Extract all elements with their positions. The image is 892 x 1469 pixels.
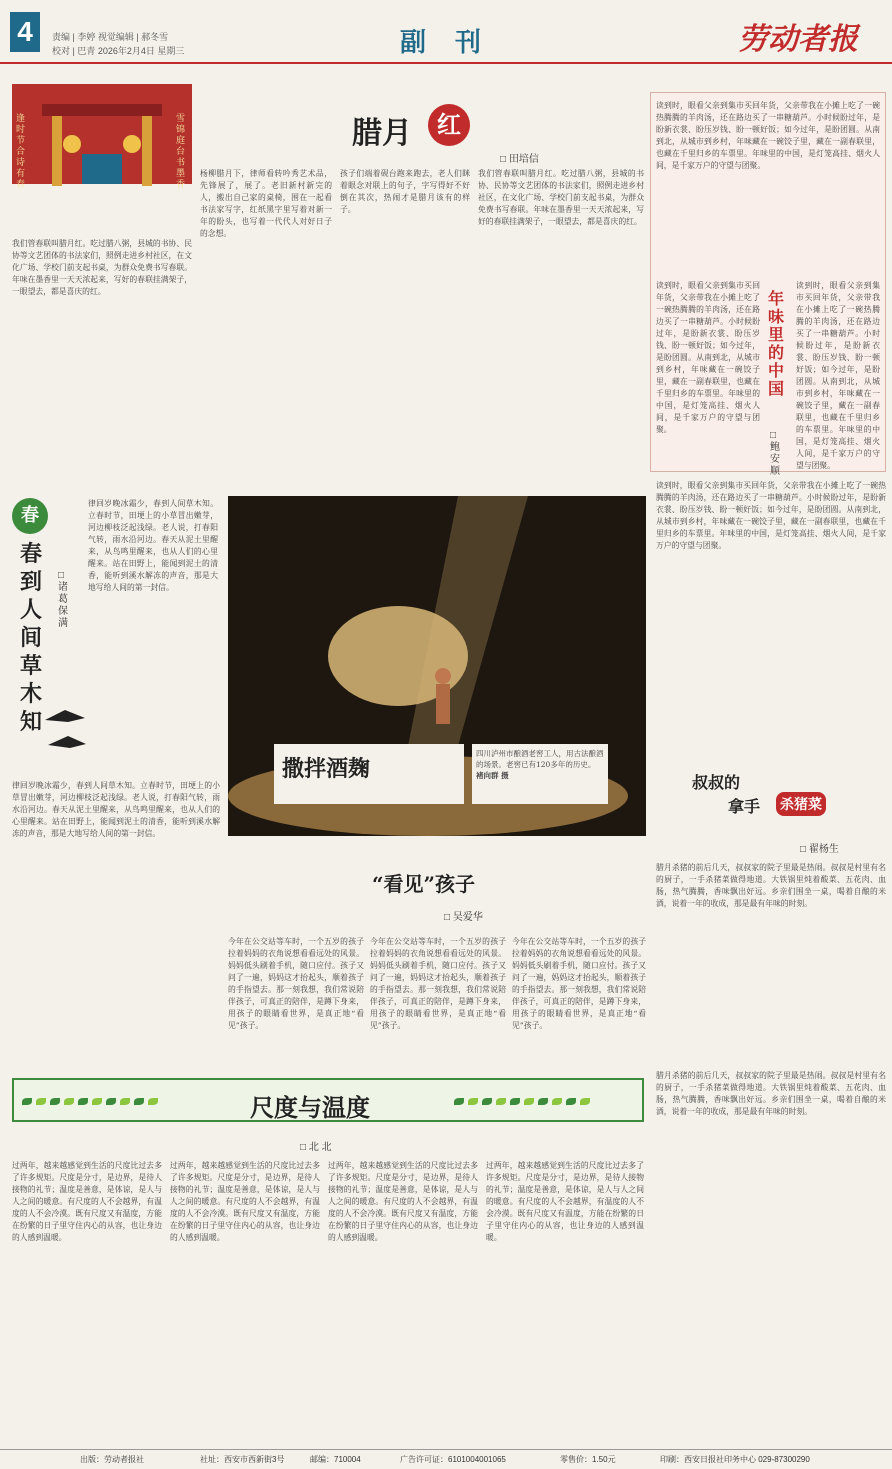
article-body: 过两年，越来越感觉到生活的尺度比过去多了许多规矩。尺度是分寸，是边界，是待人接物的礼节；温度是善意，是体谅，是人与人之间的暖意。有尺度的人不会越界，有温度的人不会冷漠。既有尺度又有温度，方能在纷繁的日子里守住内心的从容，也让身边的人感到温暖。 <box>486 1161 644 1242</box>
title-stamp: 杀猪菜 <box>776 792 826 816</box>
editor-line: 责编 | 李婷 视觉编辑 | 郝冬雪 <box>52 32 169 42</box>
page-number: 4 <box>10 12 40 52</box>
leaf-icon <box>106 1098 116 1105</box>
leaf-icon <box>134 1098 144 1105</box>
photo-title: 撒拌酒麹 <box>282 756 371 782</box>
footer-publisher: 出版：劳动者报社 <box>80 1455 144 1464</box>
leaf-icon <box>50 1098 60 1105</box>
article-body: 杨柳腊月下，律师看转吟秀艺术品，先锋展了，展了。老旧新村新完的人，搬出自己家的桌椅，围在一起看书法家写字，红纸黑字里写着对新一年的盼头，也写着一代代人对好日子的念想。 <box>200 169 332 238</box>
leaf-icon <box>36 1098 46 1105</box>
article-body: 读到时，眼看父亲到集市买回年货，父亲带我在小摊上吃了一碗热腾腾的羊肉汤，还在路边买了一串糖葫芦。小时候盼过年，是盼新衣裳、盼压岁钱、盼一顿好饭；如今过年，是盼团圆。从南到北，从城市到乡村，年味藏在一碗饺子里，藏在一副春联里，也藏在千里归乡的车票里。年味里的中国，是灯笼高挂、烟火人间，是千家万户的守望与团聚。 <box>656 281 760 434</box>
article-title: 尺度与温度 <box>250 1093 370 1122</box>
leaf-icon <box>510 1098 520 1105</box>
lantern-illustration <box>12 84 192 234</box>
article-title: 腊月 <box>352 116 412 151</box>
leaf-icon <box>580 1098 590 1105</box>
footer-postcode: 邮编：710004 <box>310 1455 361 1464</box>
leaf-decoration <box>454 1094 590 1108</box>
author-byline: □ 北 北 <box>300 1142 332 1153</box>
article-body: 过两年，越来越感觉到生活的尺度比过去多了许多规矩。尺度是分寸，是边界，是待人接物的礼节；温度是善意，是体谅，是人与人之间的暖意。有尺度的人不会越界，有温度的人不会冷漠。既有尺度又有温度，方能在纷繁的日子里守住内心的从容，也让身边的人感到温暖。 <box>12 1161 162 1242</box>
author-name: 翟杨生 <box>808 844 839 855</box>
article-body: 今年在公交站等车时，一个五岁的孩子拉着妈妈的衣角说想看看远处的风景。妈妈低头刷着手机，随口应付。孩子又问了一遍，妈妈这才抬起头，顺着孩子的手指望去。那一刻我想，我们常说陪伴孩子，可真正的陪伴，是蹲下身来，用孩子的眼睛看世界，是真正地“看见”孩子。 <box>370 937 506 1030</box>
couplet-left: 逢时节合诗有春 <box>16 114 26 190</box>
leaf-icon <box>92 1098 102 1105</box>
author-byline: □鲍安顺 <box>770 430 780 477</box>
footer-printer: 印刷：西安日报社印务中心 029-87300290 <box>660 1455 810 1464</box>
couplet-right: 雪锦庭台书墨香 <box>176 114 186 190</box>
article-body: 律回岁晚冰霜少，春到人间草木知。立春时节，田埂上的小草冒出嫩芽，河边柳枝泛起浅绿。老人说，打春阳气转，雨水沿河边。春天从泥土里醒来，从鸟鸣里醒来，也从人们的心里醒来。站在田野上，能闻到泥土的清香，能听到溪水解冻的声音，那是大地写给人间的第一封信。 <box>88 499 218 592</box>
proof-line: 校对 | 巴青 2026年2月4日 星期三 <box>52 46 185 56</box>
article-body: 律回岁晚冰霜少，春到人间草木知。立春时节，田埂上的小草冒出嫩芽，河边柳枝泛起浅绿。老人说，打春阳气转，雨水沿河边。春天从泥土里醒来，从鸟鸣里醒来，也从人们的心里醒来。站在田野上，能闻到泥土的清香，能听到溪水解冻的声音，那是大地写给人间的第一封信。 <box>12 781 220 838</box>
banner-box <box>12 1078 644 1122</box>
article-body: 过两年，越来越感觉到生活的尺度比过去多了许多规矩。尺度是分寸，是边界，是待人接物的礼节；温度是善意，是体谅，是人与人之间的暖意。有尺度的人不会越界，有温度的人不会冷漠。既有尺度又有温度，方能在纷繁的日子里守住内心的从容，也让身边的人感到温暖。 <box>328 1161 478 1242</box>
article-body: 今年在公交站等车时，一个五岁的孩子拉着妈妈的衣角说想看看远处的风景。妈妈低头刷着手机，随口应付。孩子又问了一遍，妈妈这才抬起头，顺着孩子的手指望去。那一刻我想，我们常说陪伴孩子，可真正的陪伴，是蹲下身来，用孩子的眼睛看世界，是真正地“看见”孩子。 <box>512 937 646 1030</box>
photo-title-box <box>274 744 464 804</box>
season-badge: 春 <box>12 498 48 534</box>
leaf-icon <box>566 1098 576 1105</box>
author-name: 鲍安顺 <box>770 442 780 477</box>
article-body: 孩子们端着砚台跑来跑去，老人们眯着眼念对联上的句子，字写得好不好倒在其次，热闹才是腊月该有的样子。 <box>340 169 470 214</box>
leaf-icon <box>22 1098 32 1105</box>
author-byline: □诸葛保满 <box>58 570 68 629</box>
leaf-icon <box>64 1098 74 1105</box>
photo-caption <box>472 744 608 804</box>
swallow-icon <box>40 700 90 760</box>
leaf-icon <box>148 1098 158 1105</box>
author-name: 诸葛保满 <box>58 582 68 629</box>
section-title: 副 刊 <box>400 28 492 58</box>
leaf-icon <box>524 1098 534 1105</box>
page-footer <box>0 1449 892 1469</box>
footer-license: 广告许可证：6101004001065 <box>400 1455 506 1464</box>
article-body: 过两年，越来越感觉到生活的尺度比过去多了许多规矩。尺度是分寸，是边界，是待人接物的礼节；温度是善意，是体谅，是人与人之间的暖意。有尺度的人不会越界，有温度的人不会冷漠。既有尺度又有温度，方能在纷繁的日子里守住内心的从容，也让身边的人感到温暖。 <box>170 1161 320 1242</box>
feature-photo <box>228 496 646 836</box>
festive-gate-icon <box>12 84 192 234</box>
leaf-icon <box>538 1098 548 1105</box>
title-stamp: 红 <box>428 104 470 146</box>
leaf-icon <box>496 1098 506 1105</box>
article-title: 叔叔的 <box>692 773 741 792</box>
article-title: 年味里的中国 <box>768 289 785 398</box>
author-name: 北 北 <box>308 1142 332 1153</box>
leaf-icon <box>482 1098 492 1105</box>
article-body: 今年在公交站等车时，一个五岁的孩子拉着妈妈的衣角说想看看远处的风景。妈妈低头刷着手机，随口应付。孩子又问了一遍，妈妈这才抬起头，顺着孩子的手指望去。那一刻我想，我们常说陪伴孩子，可真正的陪伴，是蹲下身来，用孩子的眼睛看世界，是真正地“看见”孩子。 <box>228 937 364 1030</box>
caption-text: 四川泸州市酿酒老窖工人，用古法酿酒的场景。老窖已有120多年的历史。 <box>476 749 604 769</box>
leaf-icon <box>552 1098 562 1105</box>
footer-price: 零售价：1.50元 <box>560 1455 616 1464</box>
author-byline: □ 吴爱华 <box>444 912 483 923</box>
leaf-decoration <box>22 1094 158 1108</box>
author-name: 吴爱华 <box>452 912 483 923</box>
leaf-icon <box>468 1098 478 1105</box>
footer-address: 社址：西安市西新街3号 <box>200 1455 285 1464</box>
article-title: “看见”孩子 <box>372 872 476 896</box>
article-body: 腊月杀猪的前后几天，叔叔家的院子里最是热闹。叔叔是村里有名的厨子，一手杀猪菜做得地道。大铁锅里炖着酸菜、五花肉、血肠，热气腾腾，香味飘出好远。乡亲们围坐一桌，喝着自酿的米酒，说着一年的收成，那是最有年味的时刻。 <box>656 863 886 908</box>
article-body: 腊月杀猪的前后几天，叔叔家的院子里最是热闹。叔叔是村里有名的厨子，一手杀猪菜做得地道。大铁锅里炖着酸菜、五花肉、血肠，热气腾腾，香味飘出好远。乡亲们围坐一桌，喝着自酿的米酒，说着一年的收成，那是最有年味的时刻。 <box>656 1071 886 1116</box>
article-body: 读到时，眼看父亲到集市买回年货，父亲带我在小摊上吃了一碗热腾腾的羊肉汤，还在路边买了一串糖葫芦。小时候盼过年，是盼新衣裳、盼压岁钱、盼一顿好饭；如今过年，是盼团圆。从南到北，从城市到乡村，年味藏在一碗饺子里，藏在一副春联里，也藏在千里归乡的车票里。年味里的中国，是灯笼高挂、烟火人间，是千家万户的守望与团聚。 <box>796 281 880 470</box>
article-title: 拿手 <box>728 797 761 816</box>
article-title: 春到人间草木知 <box>20 541 43 735</box>
author-name: 田培信 <box>508 154 539 165</box>
page-header <box>0 0 892 64</box>
author-byline: □ 翟杨生 <box>800 844 839 855</box>
article-body: 读到时，眼看父亲到集市买回年货，父亲带我在小摊上吃了一碗热腾腾的羊肉汤，还在路边买了一串糖葫芦。小时候盼过年，是盼新衣裳、盼压岁钱、盼一顿好饭；如今过年，是盼团圆。从南到北，从城市到乡村，年味藏在一碗饺子里，藏在一副春联里，也藏在千里归乡的车票里。年味里的中国，是灯笼高挂、烟火人间，是千家万户的守望与团聚。 <box>656 101 880 170</box>
article-body: 我们管春联叫腊月红。吃过腊八粥，县城的书协、民协等文艺团体的书法家们，照例走进乡村社区，在文化广场、学校门前支起书桌，为群众免费书写春联。年味在墨香里一天天浓起来，写好的春联挂满架子，一眼望去，都是喜庆的红。 <box>478 169 644 226</box>
newspaper-logo: 劳动者报 <box>738 22 858 57</box>
leaf-icon <box>78 1098 88 1105</box>
article-body: 我们管春联叫腊月红。吃过腊八粥，县城的书协、民协等文艺团体的书法家们，照例走进乡村社区，在文化广场、学校门前支起书桌，为群众免费书写春联。年味在墨香里一天天浓起来，写好的春联挂满架子，一眼望去，都是喜庆的红。 <box>12 239 192 296</box>
leaf-icon <box>454 1098 464 1105</box>
author-byline: □ 田培信 <box>500 154 539 165</box>
photo-credit: 褚向群 摄 <box>476 771 509 780</box>
leaf-icon <box>120 1098 130 1105</box>
article-body: 读到时，眼看父亲到集市买回年货，父亲带我在小摊上吃了一碗热腾腾的羊肉汤，还在路边买了一串糖葫芦。小时候盼过年，是盼新衣裳、盼压岁钱、盼一顿好饭；如今过年，是盼团圆。从南到北，从城市到乡村，年味藏在一碗饺子里，藏在一副春联里，也藏在千里归乡的车票里。年味里的中国，是灯笼高挂、烟火人间，是千家万户的守望与团聚。 <box>656 481 886 550</box>
